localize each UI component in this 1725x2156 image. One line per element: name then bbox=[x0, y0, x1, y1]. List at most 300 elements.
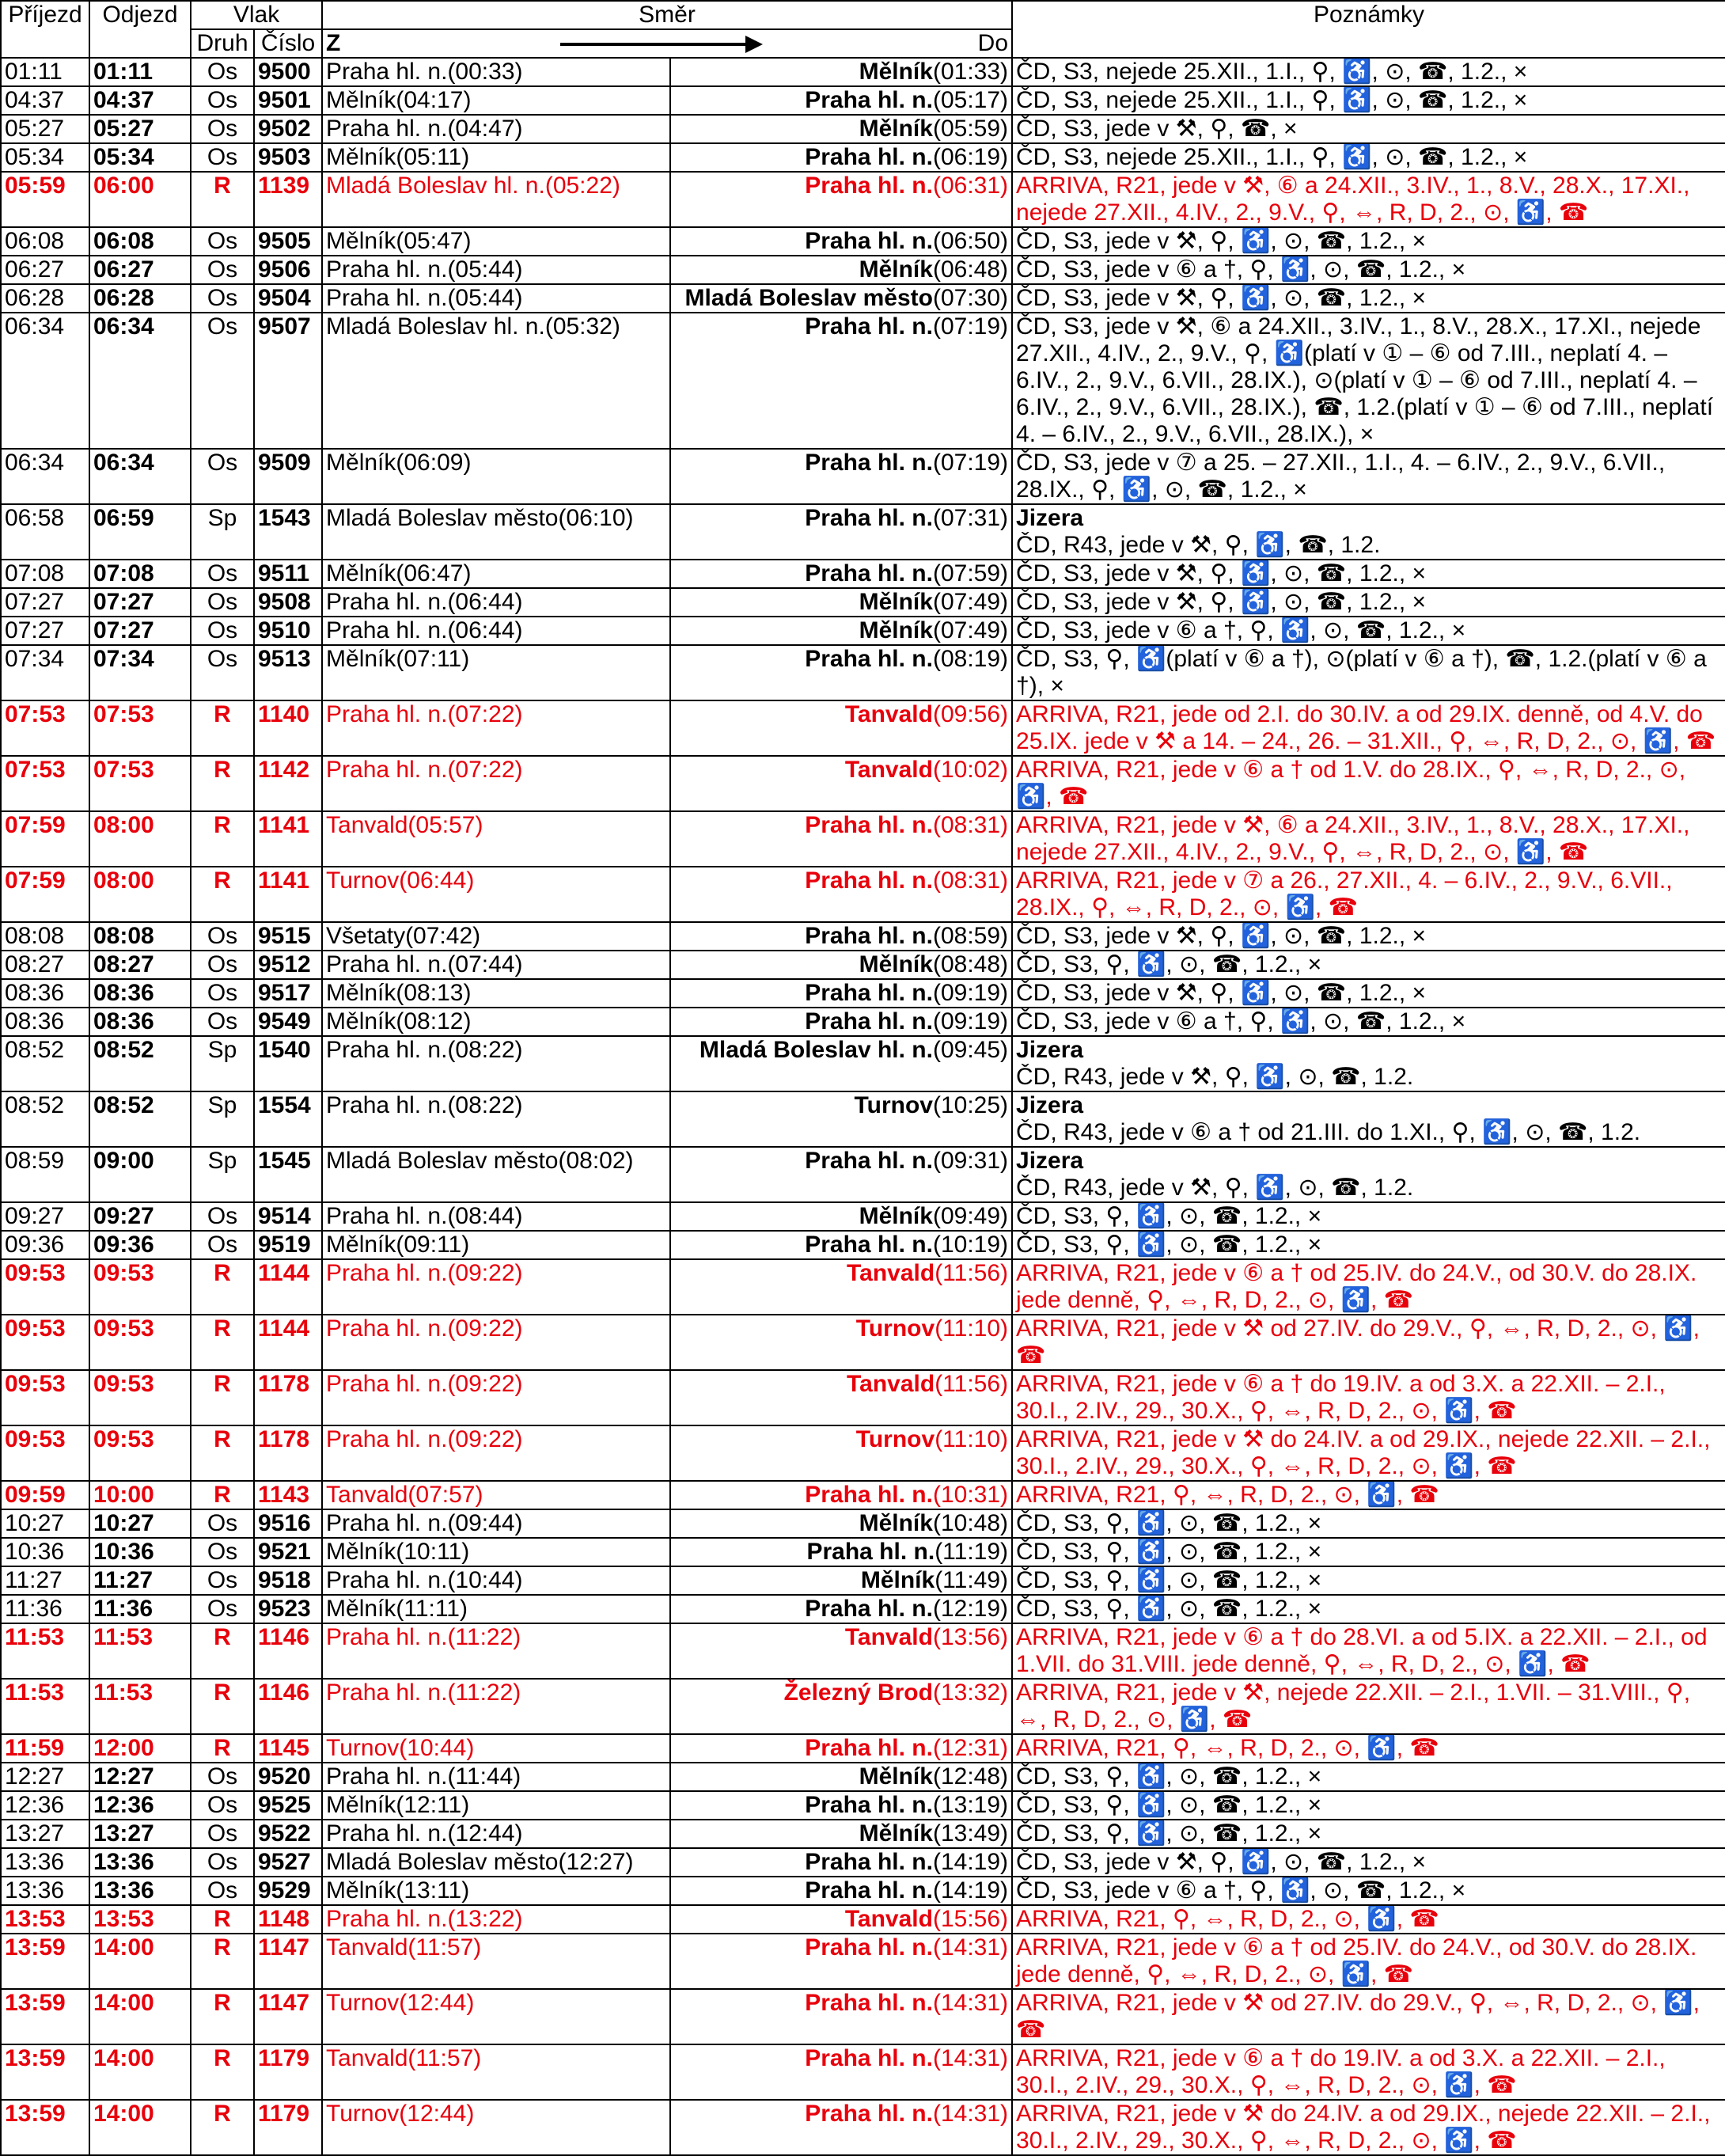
to-cell bbox=[670, 979, 1012, 1008]
to-cell bbox=[670, 1202, 1012, 1231]
to-cell bbox=[670, 867, 1012, 922]
note-cell bbox=[1012, 1905, 1725, 1934]
from-cell: Mělník(08:13) bbox=[322, 979, 670, 1008]
note-cell bbox=[1012, 1315, 1725, 1370]
number-cell: 9549 bbox=[254, 1008, 322, 1036]
number-cell: 9502 bbox=[254, 115, 322, 143]
kind-cell: Os bbox=[191, 143, 254, 172]
to-cell bbox=[670, 2044, 1012, 2100]
to-cell bbox=[670, 588, 1012, 617]
arrival-cell: 05:34 bbox=[1, 143, 89, 172]
note-cell bbox=[1012, 1538, 1725, 1566]
number-cell: 9505 bbox=[254, 227, 322, 256]
to-cell bbox=[670, 1566, 1012, 1595]
kind-cell: Os bbox=[191, 1202, 254, 1231]
arrival-cell: 04:37 bbox=[1, 86, 89, 115]
arrival-cell: 05:27 bbox=[1, 115, 89, 143]
note-text: ARRIVA, R21, jede v ⚒ od 27.IV. do 29.V., ⚲, ⇔, R, D, 2., ⊙, ♿, ☎ bbox=[1016, 1990, 1700, 2043]
to-time: (06:50) bbox=[932, 228, 1009, 254]
kind-cell: Os bbox=[191, 284, 254, 313]
note-text: ČD, S3, jede v ⑥ a †, ⚲, ♿, ⊙, ☎, 1.2., × bbox=[1016, 1877, 1466, 1904]
note-cell bbox=[1012, 449, 1725, 504]
kind-cell: Os bbox=[191, 1595, 254, 1623]
from-cell: Praha hl. n.(07:44) bbox=[322, 951, 670, 979]
arrival-cell: 08:36 bbox=[1, 1008, 89, 1036]
note-text: ČD, S3, ⚲, ♿, ⊙, ☎, 1.2., × bbox=[1016, 1763, 1322, 1790]
to-time: (10:19) bbox=[932, 1232, 1009, 1258]
train-name-tag: Jizera bbox=[1016, 1148, 1084, 1174]
to-time: (13:32) bbox=[932, 1680, 1009, 1706]
to-station: Praha hl. n. bbox=[805, 2101, 933, 2127]
arrival-cell: 07:59 bbox=[1, 867, 89, 922]
to-station: Praha hl. n. bbox=[805, 867, 933, 894]
to-cell bbox=[670, 756, 1012, 811]
arrival-cell: 06:27 bbox=[1, 256, 89, 284]
table-row bbox=[1, 560, 1725, 588]
note-text: ČD, S3, nejede 25.XII., 1.I., ⚲, ♿, ⊙, ☎, 1.2., × bbox=[1016, 144, 1528, 170]
to-time: (14:19) bbox=[932, 1877, 1009, 1904]
table-row bbox=[1, 1763, 1725, 1791]
to-time: (09:56) bbox=[932, 701, 1009, 727]
to-station: Praha hl. n. bbox=[805, 87, 933, 113]
to-station: Mělník bbox=[859, 59, 933, 85]
to-cell bbox=[670, 1820, 1012, 1848]
departure-cell: 08:08 bbox=[89, 922, 191, 951]
kind-cell: R bbox=[191, 756, 254, 811]
to-time: (07:30) bbox=[932, 285, 1009, 311]
number-cell: 1545 bbox=[254, 1147, 322, 1202]
to-station: Mělník bbox=[859, 1763, 933, 1790]
note-text: ČD, S3, jede v ⚒, ⚲, ♿, ⊙, ☎, 1.2., × bbox=[1016, 228, 1427, 254]
note-cell bbox=[1012, 143, 1725, 172]
table-row bbox=[1, 1989, 1725, 2044]
arrival-cell: 12:36 bbox=[1, 1791, 89, 1820]
from-cell: Mladá Boleslav hl. n.(05:22) bbox=[322, 172, 670, 227]
kind-cell: Os bbox=[191, 560, 254, 588]
to-station: Praha hl. n. bbox=[805, 1877, 933, 1904]
note-text: ČD, S3, ⚲, ♿, ⊙, ☎, 1.2., × bbox=[1016, 1596, 1322, 1622]
number-cell: 9515 bbox=[254, 922, 322, 951]
table-row bbox=[1, 449, 1725, 504]
arrival-cell: 08:52 bbox=[1, 1091, 89, 1147]
arrival-cell: 11:53 bbox=[1, 1623, 89, 1679]
to-cell bbox=[670, 1763, 1012, 1791]
to-cell bbox=[670, 1231, 1012, 1259]
to-station: Praha hl. n. bbox=[805, 1596, 933, 1622]
kind-cell: Os bbox=[191, 58, 254, 86]
number-cell: 9527 bbox=[254, 1848, 322, 1877]
table-row bbox=[1, 1877, 1725, 1905]
to-station: Tanvald bbox=[844, 1624, 933, 1650]
from-cell: Mladá Boleslav město(12:27) bbox=[322, 1848, 670, 1877]
note-text: ARRIVA, R21, jede v ⑥ a † od 25.IV. do 24.V., od 30.V. do 28.IX. jede denně, ⚲, ⇔, R, D, 2., ⊙, ♿, ☎ bbox=[1016, 1934, 1697, 1987]
from-cell: Mělník(06:09) bbox=[322, 449, 670, 504]
from-cell: Praha hl. n.(09:22) bbox=[322, 1425, 670, 1481]
from-cell: Tanvald(07:57) bbox=[322, 1481, 670, 1509]
arrival-cell: 08:08 bbox=[1, 922, 89, 951]
number-cell: 1179 bbox=[254, 2044, 322, 2100]
from-cell: Mělník(13:11) bbox=[322, 1877, 670, 1905]
to-cell bbox=[670, 1370, 1012, 1425]
from-cell: Mladá Boleslav hl. n.(05:32) bbox=[322, 313, 670, 449]
to-cell bbox=[670, 560, 1012, 588]
table-row bbox=[1, 867, 1725, 922]
to-station: Tanvald bbox=[847, 1371, 935, 1397]
kind-cell: R bbox=[191, 2044, 254, 2100]
departure-cell: 08:52 bbox=[89, 1036, 191, 1091]
arrival-cell: 09:53 bbox=[1, 1370, 89, 1425]
from-cell: Praha hl. n.(09:44) bbox=[322, 1509, 670, 1538]
departure-cell: 09:53 bbox=[89, 1259, 191, 1315]
to-cell bbox=[670, 922, 1012, 951]
from-cell: Praha hl. n.(05:44) bbox=[322, 256, 670, 284]
train-name-tag: Jizera bbox=[1016, 1092, 1084, 1118]
arrival-cell: 09:53 bbox=[1, 1315, 89, 1370]
note-text: ARRIVA, R21, jede v ⑥ a † do 19.IV. a od 3.X. a 22.XII. – 2.I., 30.I., 2.IV., 29., 30.X., ⚲, ⇔, R, D, 2., ⊙, ♿, ☎ bbox=[1016, 1371, 1666, 1424]
kind-cell: Os bbox=[191, 449, 254, 504]
note-text: ARRIVA, R21, jede v ⚒ do 24.IV. a od 29.IX., nejede 22.XII. – 2.I., 30.I., 2.IV., 29., 30.X., ⚲, ⇔, R, D, 2., ⊙, ♿, ☎ bbox=[1016, 2101, 1711, 2154]
to-station: Praha hl. n. bbox=[805, 1990, 933, 2016]
from-cell: Praha hl. n.(09:22) bbox=[322, 1315, 670, 1370]
from-cell: Praha hl. n.(11:22) bbox=[322, 1623, 670, 1679]
arrival-cell: 07:34 bbox=[1, 645, 89, 700]
note-text: ARRIVA, R21, jede v ⑥ a † od 25.IV. do 24.V., od 30.V. do 28.IX. jede denně, ⚲, ⇔, R, D, 2., ⊙, ♿, ☎ bbox=[1016, 1260, 1697, 1313]
from-cell: Praha hl. n.(11:44) bbox=[322, 1763, 670, 1791]
note-cell bbox=[1012, 1791, 1725, 1820]
table-row bbox=[1, 1595, 1725, 1623]
to-time: (07:49) bbox=[932, 589, 1009, 615]
note-text: ČD, S3, jede v ⚒, ⚲, ♿, ⊙, ☎, 1.2., × bbox=[1016, 589, 1427, 615]
table-row bbox=[1, 811, 1725, 867]
to-cell bbox=[670, 1595, 1012, 1623]
number-cell: 9516 bbox=[254, 1509, 322, 1538]
to-cell bbox=[670, 1315, 1012, 1370]
table-row bbox=[1, 1905, 1725, 1934]
departure-cell: 11:53 bbox=[89, 1623, 191, 1679]
table-row bbox=[1, 1679, 1725, 1734]
note-cell bbox=[1012, 811, 1725, 867]
kind-cell: Sp bbox=[191, 1147, 254, 1202]
kind-cell: R bbox=[191, 1905, 254, 1934]
departure-cell: 11:27 bbox=[89, 1566, 191, 1595]
departure-header: Odjezd bbox=[89, 1, 191, 58]
from-cell: Tanvald(11:57) bbox=[322, 1934, 670, 1989]
note-cell bbox=[1012, 1202, 1725, 1231]
table-row bbox=[1, 2100, 1725, 2155]
arrival-cell: 13:53 bbox=[1, 1905, 89, 1934]
number-cell: 9506 bbox=[254, 256, 322, 284]
table-row bbox=[1, 1623, 1725, 1679]
note-cell bbox=[1012, 313, 1725, 449]
note-cell bbox=[1012, 951, 1725, 979]
departure-cell: 06:00 bbox=[89, 172, 191, 227]
to-time: (05:17) bbox=[932, 87, 1009, 113]
arrival-cell: 06:34 bbox=[1, 313, 89, 449]
note-text: ČD, S3, ⚲, ♿, ⊙, ☎, 1.2., × bbox=[1016, 1510, 1322, 1536]
arrival-cell: 13:59 bbox=[1, 2100, 89, 2155]
departure-cell: 07:34 bbox=[89, 645, 191, 700]
kind-cell: Os bbox=[191, 115, 254, 143]
departure-cell: 07:08 bbox=[89, 560, 191, 588]
departure-cell: 05:34 bbox=[89, 143, 191, 172]
from-cell: Tanvald(11:57) bbox=[322, 2044, 670, 2100]
kind-cell: Os bbox=[191, 1877, 254, 1905]
note-cell bbox=[1012, 1989, 1725, 2044]
to-cell bbox=[670, 1679, 1012, 1734]
table-row bbox=[1, 172, 1725, 227]
kind-cell: Os bbox=[191, 1820, 254, 1848]
to-station: Mělník bbox=[859, 617, 933, 643]
arrival-cell: 13:27 bbox=[1, 1820, 89, 1848]
to-cell bbox=[670, 1623, 1012, 1679]
kind-cell: Os bbox=[191, 256, 254, 284]
from-cell: Mělník(06:47) bbox=[322, 560, 670, 588]
number-cell: 1141 bbox=[254, 811, 322, 867]
to-time: (09:31) bbox=[932, 1148, 1009, 1174]
note-cell bbox=[1012, 58, 1725, 86]
to-cell bbox=[670, 284, 1012, 313]
note-cell bbox=[1012, 2100, 1725, 2155]
number-cell: 1145 bbox=[254, 1734, 322, 1763]
departure-cell: 09:36 bbox=[89, 1231, 191, 1259]
arrival-cell: 11:36 bbox=[1, 1595, 89, 1623]
to-time: (11:56) bbox=[935, 1260, 1009, 1286]
to-cell bbox=[670, 617, 1012, 645]
table-row bbox=[1, 1509, 1725, 1538]
to-cell bbox=[670, 172, 1012, 227]
to-station: Mladá Boleslav hl. n. bbox=[699, 1037, 933, 1063]
to-station: Praha hl. n. bbox=[805, 505, 933, 531]
from-cell: Praha hl. n.(05:44) bbox=[322, 284, 670, 313]
number-cell: 1540 bbox=[254, 1036, 322, 1091]
departure-cell: 08:27 bbox=[89, 951, 191, 979]
number-cell: 1148 bbox=[254, 1905, 322, 1934]
to-station: Tanvald bbox=[844, 1906, 933, 1932]
to-station: Tanvald bbox=[844, 757, 933, 783]
note-cell bbox=[1012, 867, 1725, 922]
kind-cell: R bbox=[191, 1734, 254, 1763]
to-time: (08:48) bbox=[932, 951, 1009, 977]
to-cell bbox=[670, 1791, 1012, 1820]
to-cell bbox=[670, 1147, 1012, 1202]
to-time: (07:31) bbox=[932, 505, 1009, 531]
kind-cell: R bbox=[191, 1623, 254, 1679]
number-cell: 1144 bbox=[254, 1259, 322, 1315]
to-time: (12:19) bbox=[932, 1596, 1009, 1622]
arrival-cell: 07:08 bbox=[1, 560, 89, 588]
note-text: ČD, S3, ⚲, ♿(platí v ⑥ a †), ⊙(platí v ⑥ a †), ☎, 1.2.(platí v ⑥ a †), × bbox=[1016, 646, 1707, 699]
to-station: Mělník bbox=[859, 589, 933, 615]
departure-cell: 08:36 bbox=[89, 1008, 191, 1036]
arrow-right-icon bbox=[560, 43, 758, 46]
note-text: ČD, S3, jede v ⚒, ⚲, ☎, × bbox=[1016, 116, 1298, 142]
kind-cell: Os bbox=[191, 313, 254, 449]
number-cell: 9504 bbox=[254, 284, 322, 313]
departure-cell: 05:27 bbox=[89, 115, 191, 143]
table-row bbox=[1, 979, 1725, 1008]
departure-cell: 10:00 bbox=[89, 1481, 191, 1509]
to-station: Praha hl. n. bbox=[805, 923, 933, 949]
table-row bbox=[1, 951, 1725, 979]
kind-cell: Os bbox=[191, 86, 254, 115]
to-station: Mělník bbox=[859, 116, 933, 142]
to-time: (14:31) bbox=[932, 2045, 1009, 2071]
kind-cell: Os bbox=[191, 979, 254, 1008]
kind-cell: R bbox=[191, 1259, 254, 1315]
note-cell bbox=[1012, 979, 1725, 1008]
note-text: ČD, R43, jede v ⑥ a † od 21.III. do 1.XI., ⚲, ♿, ⊙, ☎, 1.2. bbox=[1016, 1119, 1641, 1145]
kind-cell: R bbox=[191, 1425, 254, 1481]
to-cell bbox=[670, 1848, 1012, 1877]
departure-cell: 09:53 bbox=[89, 1315, 191, 1370]
to-station: Praha hl. n. bbox=[805, 646, 933, 672]
note-text: ČD, S3, nejede 25.XII., 1.I., ⚲, ♿, ⊙, ☎, 1.2., × bbox=[1016, 87, 1528, 113]
from-cell: Praha hl. n.(07:22) bbox=[322, 700, 670, 756]
table-row bbox=[1, 143, 1725, 172]
to-cell bbox=[670, 86, 1012, 115]
number-cell: 9521 bbox=[254, 1538, 322, 1566]
note-text: ARRIVA, R21, jede v ⚒, nejede 22.XII. – 2.I., 1.VII. – 31.VIII., ⚲, ⇔, R, D, 2., ⊙, ♿, ☎ bbox=[1016, 1680, 1691, 1733]
arrival-cell: 09:27 bbox=[1, 1202, 89, 1231]
arrival-cell: 10:36 bbox=[1, 1538, 89, 1566]
to-time: (11:49) bbox=[935, 1567, 1009, 1593]
kind-cell: Os bbox=[191, 588, 254, 617]
to-cell bbox=[670, 1259, 1012, 1315]
note-text: ČD, S3, jede v ⑥ a †, ⚲, ♿, ⊙, ☎, 1.2., × bbox=[1016, 617, 1466, 643]
from-cell: Mělník(08:12) bbox=[322, 1008, 670, 1036]
table-row bbox=[1, 1370, 1725, 1425]
to-time: (08:59) bbox=[932, 923, 1009, 949]
table-row bbox=[1, 645, 1725, 700]
departure-cell: 07:27 bbox=[89, 588, 191, 617]
arrival-cell: 07:27 bbox=[1, 588, 89, 617]
departure-cell: 14:00 bbox=[89, 2044, 191, 2100]
number-cell: 9523 bbox=[254, 1595, 322, 1623]
note-text: ARRIVA, R21, jede v ⚒ od 27.IV. do 29.V., ⚲, ⇔, R, D, 2., ⊙, ♿, ☎ bbox=[1016, 1315, 1700, 1368]
note-text: ARRIVA, R21, jede v ⚒, ⑥ a 24.XII., 3.IV., 1., 8.V., 28.X., 17.XI., nejede 27.XII., 4.IV., 2., 9.V., ⚲, ⇔, R, D, 2., ⊙, ♿, ☎ bbox=[1016, 812, 1690, 865]
departure-cell: 13:27 bbox=[89, 1820, 191, 1848]
note-cell bbox=[1012, 1425, 1725, 1481]
to-time: (05:59) bbox=[932, 116, 1009, 142]
from-cell: Mělník(07:11) bbox=[322, 645, 670, 700]
departure-cell: 06:28 bbox=[89, 284, 191, 313]
note-text: ARRIVA, R21, jede v ⑦ a 26., 27.XII., 4. – 6.IV., 2., 9.V., 6.VII., 28.IX., ⚲, ⇔, R, D, 2., ⊙, ♿, ☎ bbox=[1016, 867, 1673, 920]
note-text: ČD, S3, ⚲, ♿, ⊙, ☎, 1.2., × bbox=[1016, 951, 1322, 977]
to-time: (11:10) bbox=[935, 1315, 1009, 1342]
table-row bbox=[1, 313, 1725, 449]
to-cell bbox=[670, 811, 1012, 867]
number-cell: 1543 bbox=[254, 504, 322, 560]
note-cell bbox=[1012, 1820, 1725, 1848]
note-text: ARRIVA, R21, jede v ⑥ a † do 28.VI. a od 5.IX. a 22.XII. – 2.I., od 1.VII. do 31.VIII. jede denně, ⚲, ⇔, R, D, 2., ⊙, ♿, ☎ bbox=[1016, 1624, 1708, 1677]
table-row bbox=[1, 86, 1725, 115]
number-cell: 1146 bbox=[254, 1679, 322, 1734]
note-text: ČD, S3, jede v ⚒, ⚲, ♿, ⊙, ☎, 1.2., × bbox=[1016, 923, 1427, 949]
to-time: (09:49) bbox=[932, 1203, 1009, 1229]
note-cell bbox=[1012, 1734, 1725, 1763]
to-time: (10:31) bbox=[932, 1482, 1009, 1508]
to-station: Mělník bbox=[859, 1820, 933, 1847]
departure-cell: 08:52 bbox=[89, 1091, 191, 1147]
departure-cell: 06:34 bbox=[89, 449, 191, 504]
arrival-cell: 13:59 bbox=[1, 1989, 89, 2044]
to-station: Turnov bbox=[855, 1426, 935, 1452]
from-cell: Mělník(05:11) bbox=[322, 143, 670, 172]
number-cell: 1144 bbox=[254, 1315, 322, 1370]
departure-cell: 13:36 bbox=[89, 1877, 191, 1905]
note-text: ČD, S3, jede v ⚒, ⚲, ♿, ⊙, ☎, 1.2., × bbox=[1016, 560, 1427, 586]
header-row-1 bbox=[1, 1, 1725, 29]
to-station: Praha hl. n. bbox=[805, 313, 933, 340]
kind-cell: Os bbox=[191, 645, 254, 700]
note-text: ARRIVA, R21, ⚲, ⇔, R, D, 2., ⊙, ♿, ☎ bbox=[1016, 1482, 1439, 1508]
kind-cell: R bbox=[191, 2100, 254, 2155]
number-cell: 9503 bbox=[254, 143, 322, 172]
number-cell: 1146 bbox=[254, 1623, 322, 1679]
note-text: ČD, S3, jede v ⚒, ⚲, ♿, ⊙, ☎, 1.2., × bbox=[1016, 1849, 1427, 1875]
kind-cell: R bbox=[191, 1934, 254, 1989]
kind-cell: R bbox=[191, 1679, 254, 1734]
departure-cell: 09:27 bbox=[89, 1202, 191, 1231]
to-station: Praha hl. n. bbox=[805, 1849, 933, 1875]
to-station: Praha hl. n. bbox=[805, 450, 933, 476]
table-row bbox=[1, 115, 1725, 143]
to-station: Turnov bbox=[854, 1092, 933, 1118]
note-cell bbox=[1012, 256, 1725, 284]
kind-cell: Sp bbox=[191, 504, 254, 560]
note-cell bbox=[1012, 1036, 1725, 1091]
kind-cell: Os bbox=[191, 227, 254, 256]
departure-cell: 11:36 bbox=[89, 1595, 191, 1623]
arrival-cell: 11:59 bbox=[1, 1734, 89, 1763]
note-text: ČD, S3, ⚲, ♿, ⊙, ☎, 1.2., × bbox=[1016, 1539, 1322, 1565]
from-cell: Praha hl. n.(04:47) bbox=[322, 115, 670, 143]
departure-cell: 14:00 bbox=[89, 2100, 191, 2155]
table-row bbox=[1, 756, 1725, 811]
table-row bbox=[1, 1848, 1725, 1877]
note-cell bbox=[1012, 1595, 1725, 1623]
note-text: ARRIVA, R21, jede v ⚒, ⑥ a 24.XII., 3.IV., 1., 8.V., 28.X., 17.XI., nejede 27.XII., 4.IV., 2., 9.V., ⚲, ⇔, R, D, 2., ⊙, ♿, ☎ bbox=[1016, 173, 1690, 226]
arrival-cell: 13:59 bbox=[1, 1934, 89, 1989]
note-text: ČD, S3, jede v ⑥ a †, ⚲, ♿, ⊙, ☎, 1.2., × bbox=[1016, 1008, 1466, 1034]
to-cell bbox=[670, 700, 1012, 756]
note-cell bbox=[1012, 1877, 1725, 1905]
to-time: (10:02) bbox=[932, 757, 1009, 783]
number-cell: 9509 bbox=[254, 449, 322, 504]
to-cell bbox=[670, 1877, 1012, 1905]
note-cell bbox=[1012, 1231, 1725, 1259]
number-cell: 1178 bbox=[254, 1370, 322, 1425]
to-cell bbox=[670, 1509, 1012, 1538]
kind-cell: R bbox=[191, 172, 254, 227]
note-text: ARRIVA, R21, jede v ⑥ a † od 1.V. do 28.IX., ⚲, ⇔, R, D, 2., ⊙, ♿, ☎ bbox=[1016, 757, 1686, 810]
note-cell bbox=[1012, 617, 1725, 645]
kind-cell: Os bbox=[191, 922, 254, 951]
from-cell: Mělník(09:11) bbox=[322, 1231, 670, 1259]
table-row bbox=[1, 1315, 1725, 1370]
to-cell bbox=[670, 449, 1012, 504]
table-row bbox=[1, 1734, 1725, 1763]
to-time: (07:19) bbox=[932, 313, 1009, 340]
note-text: ARRIVA, R21, ⚲, ⇔, R, D, 2., ⊙, ♿, ☎ bbox=[1016, 1906, 1439, 1932]
to-cell bbox=[670, 227, 1012, 256]
to-cell bbox=[670, 1734, 1012, 1763]
to-station: Praha hl. n. bbox=[805, 2045, 933, 2071]
from-cell: Praha hl. n.(08:22) bbox=[322, 1091, 670, 1147]
kind-cell: Sp bbox=[191, 1036, 254, 1091]
kind-cell: Os bbox=[191, 1008, 254, 1036]
kind-cell: Os bbox=[191, 951, 254, 979]
